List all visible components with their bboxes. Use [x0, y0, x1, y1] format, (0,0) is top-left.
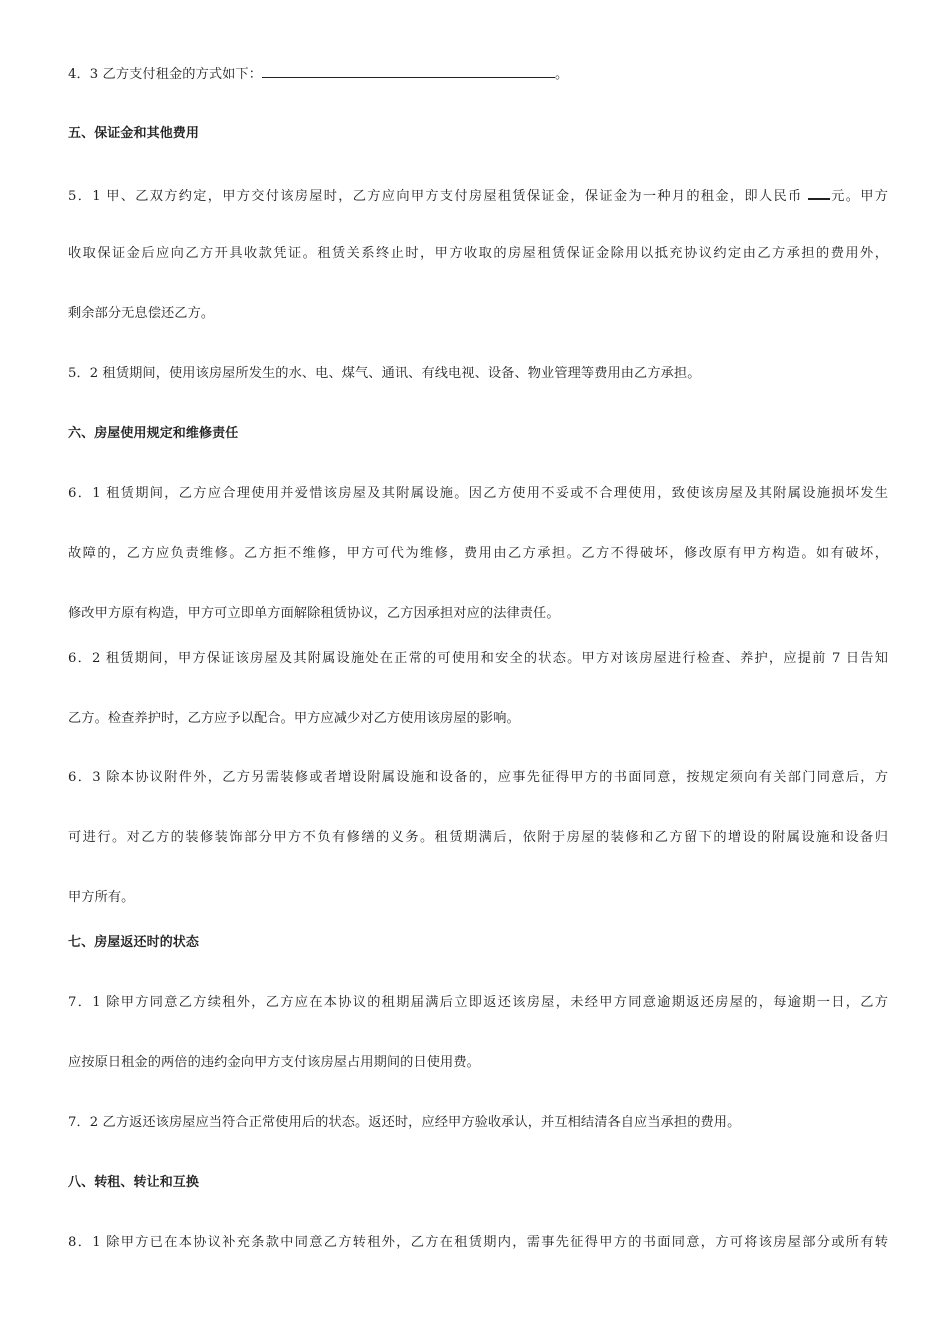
clause-8-1-line-1: 8．1 除甲方已在本协议补充条款中同意乙方转租外，乙方在租赁期内，需事先征得甲方的书面同意，方可将该房屋部分或所有转	[68, 1235, 888, 1250]
section-8-heading: 八、转租、转让和互换	[68, 1175, 200, 1190]
clause-7-1-line-1: 7．1 除甲方同意乙方续租外，乙方应在本协议的租期届满后立即返还该房屋，未经甲方同意逾期返还房屋的，每逾期一日，乙方	[68, 995, 888, 1010]
section-6-heading: 六、房屋使用规定和维修责任	[68, 426, 239, 441]
section-5-heading: 五、保证金和其他费用	[68, 126, 200, 141]
clause-6-1-line-3: 修改甲方原有构造，甲方可立即单方面解除租赁协议，乙方因承担对应的法律责任。	[68, 606, 560, 621]
clause-5-2: 5．2 租赁期间，使用该房屋所发生的水、电、煤气、通讯、有线电视、设备、物业管理等费用由乙方承担。	[68, 366, 701, 381]
deposit-amount-blank	[808, 185, 830, 200]
clause-5-1-text-a: 5．1 甲、乙双方约定，甲方交付该房屋时，乙方应向甲方支付房屋租赁保证金，保证金为一种月的租金，即人民币	[68, 189, 803, 204]
clause-7-2: 7．2 乙方返还该房屋应当符合正常使用后的状态。返还时，应经甲方验收承认，并互相结清各自应当承担的费用。	[68, 1115, 741, 1130]
clause-6-3-line-1: 6．3 除本协议附件外，乙方另需装修或者增设附属设施和设备的，应事先征得甲方的书面同意，按规定须向有关部门同意后，方	[68, 770, 888, 785]
clause-4-3-text: 4．3 乙方支付租金的方式如下：	[68, 67, 263, 82]
clause-6-3-line-2: 可进行。对乙方的装修装饰部分甲方不负有修缮的义务。租赁期满后，依附于房屋的装修和乙方留下的增设的附属设施和设备归	[68, 830, 888, 845]
clause-5-1-text-b: 元。甲方	[829, 189, 889, 204]
clause-6-1-line-1: 6．1 租赁期间，乙方应合理使用并爱惜该房屋及其附属设施。因乙方使用不妥或不合理使用，致使该房屋及其附属设施损坏发生	[68, 486, 888, 501]
section-7-heading: 七、房屋返还时的状态	[68, 935, 200, 950]
clause-4-3	[68, 64, 888, 84]
clause-6-3-line-3: 甲方所有。	[68, 890, 135, 905]
clause-5-1-line-3: 剩余部分无息偿还乙方。	[68, 306, 215, 321]
clause-6-2-line-1: 6．2 租赁期间，甲方保证该房屋及其附属设施处在正常的可使用和安全的状态。甲方对该房屋进行检查、养护，应提前 7 日告知	[68, 651, 888, 666]
clause-6-2-line-2: 乙方。检查养护时，乙方应予以配合。甲方应减少对乙方使用该房屋的影响。	[68, 711, 520, 726]
clause-5-1-line-1	[68, 185, 888, 206]
clause-5-1-line-2: 收取保证金后应向乙方开具收款凭证。租赁关系终止时，甲方收取的房屋租赁保证金除用以抵充协议约定由乙方承担的费用外，	[68, 246, 888, 261]
payment-method-blank	[262, 64, 555, 78]
clause-7-1-line-2: 应按原日租金的两倍的违约金向甲方支付该房屋占用期间的日使用费。	[68, 1055, 480, 1070]
clause-6-1-line-2: 故障的，乙方应负责维修。乙方拒不维修，甲方可代为维修，费用由乙方承担。乙方不得破坏，修改原有甲方构造。如有破坏，	[68, 546, 888, 561]
clause-4-3-end: 。	[555, 67, 569, 82]
